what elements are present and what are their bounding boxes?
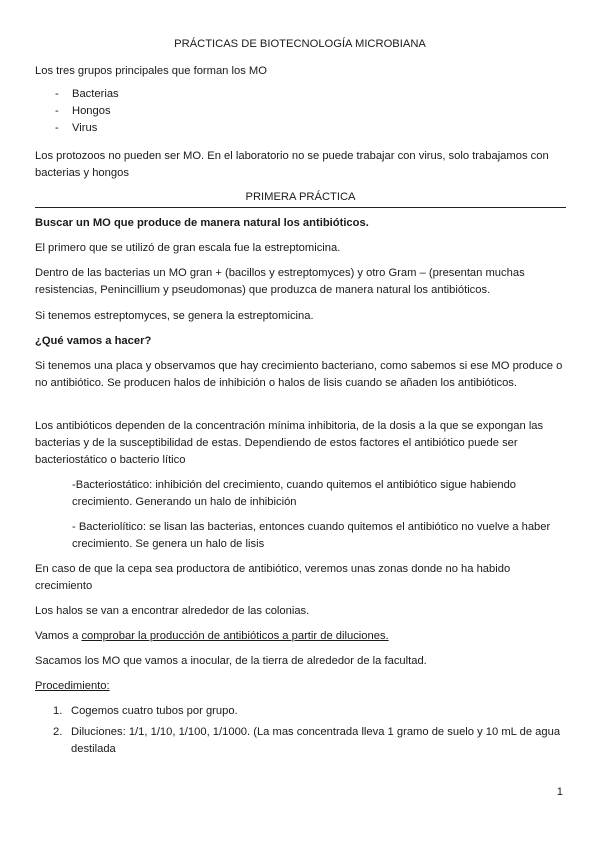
list-item (35, 724, 566, 758)
procedure-heading: Procedimiento: (35, 680, 110, 692)
step-text: Cogemos cuatro tubos por grupo. (71, 705, 238, 717)
paragraph-cepa: En caso de que la cepa sea productora de antibiótico, veremos unas zonas donde no ha habido crecimiento (35, 563, 511, 592)
groups-list (35, 86, 566, 137)
paragraph-estreptomicina: El primero que se utilizó de gran escala fue la estreptomicina. (35, 242, 341, 254)
heading-buscar: Buscar un MO que produce de manera natural los antibióticos. (35, 217, 369, 229)
paragraph-halos: Los halos se van a encontrar alrededor de las colonias. (35, 605, 310, 617)
list-item (35, 703, 566, 720)
list-item (35, 120, 566, 137)
paragraph-concentracion: Los antibióticos dependen de la concentración mínima inhibitoria, de la dosis a la que se expongan las bacterias y de la susceptibilidad de estas. Dependiendo de estos factores el antibiótico puede ser bacteriostático o bacterio lítico (35, 420, 544, 466)
paragraph-comprobar (35, 628, 566, 645)
list-item (35, 103, 566, 120)
paragraph-placa: Si tenemos una placa y observamos que hay crecimiento bacteriano, como sabemos si ese MO produce o no antibiótico. Se producen halos de inhibición o halos de lisis cuando se añaden los antibióticos. (35, 360, 563, 389)
step-number: 1. (53, 705, 63, 717)
document-title: PRÁCTICAS DE BIOTECNOLOGÍA MICROBIANA (174, 38, 426, 50)
group-label: Bacterias (72, 88, 119, 100)
paragraph-sacamos: Sacamos los MO que vamos a inocular, de la tierra de alrededor de la facultad. (35, 655, 427, 667)
comprobar-underlined: comprobar la producción de antibióticos a partir de diluciones. (81, 630, 389, 642)
dash-marker: - (55, 122, 59, 134)
paragraph-bacteriostatico: -Bacteriostático: inhibición del crecimiento, cuando quitemos el antibiótico sigue habiendo crecimiento. Generando un halo de inhibición (72, 479, 517, 508)
section-title: PRIMERA PRÁCTICA (35, 189, 566, 208)
group-label: Virus (72, 122, 98, 134)
intro-text: Los tres grupos principales que forman los MO (35, 65, 267, 77)
dash-marker: - (55, 105, 59, 117)
dash-marker: - (55, 88, 59, 100)
paragraph-bacteriolitico: - Bacteriolítico: se lisan las bacterias, entonces cuando quitemos el antibiótico no vuelve a haber crecimiento. Se genera un halo de lisis (72, 521, 551, 550)
protozoa-note: Los protozoos no pueden ser MO. En el laboratorio no se puede trabajar con virus, solo trabajamos con bacterias y hongos (35, 150, 549, 179)
step-text: Diluciones: 1/1, 1/10, 1/100, 1/1000. (La mas concentrada lleva 1 gramo de suelo y 10 mL de agua destilada (71, 726, 561, 755)
page-number: 1 (556, 786, 563, 798)
group-label: Hongos (72, 105, 111, 117)
procedure-steps (35, 703, 566, 758)
heading-que-vamos: ¿Qué vamos a hacer? (35, 335, 152, 347)
paragraph-gram: Dentro de las bacterias un MO gran + (bacillos y estreptomyces) y otro Gram – (presentan muchas resistencias, Penincillium y pseudomonas) que produzca de manera natural los antibióticos. (35, 267, 525, 296)
list-item (35, 86, 566, 103)
step-number: 2. (53, 726, 63, 738)
comprobar-prefix: Vamos a (35, 630, 82, 642)
paragraph-estreptomyces: Si tenemos estreptomyces, se genera la estreptomicina. (35, 310, 314, 322)
